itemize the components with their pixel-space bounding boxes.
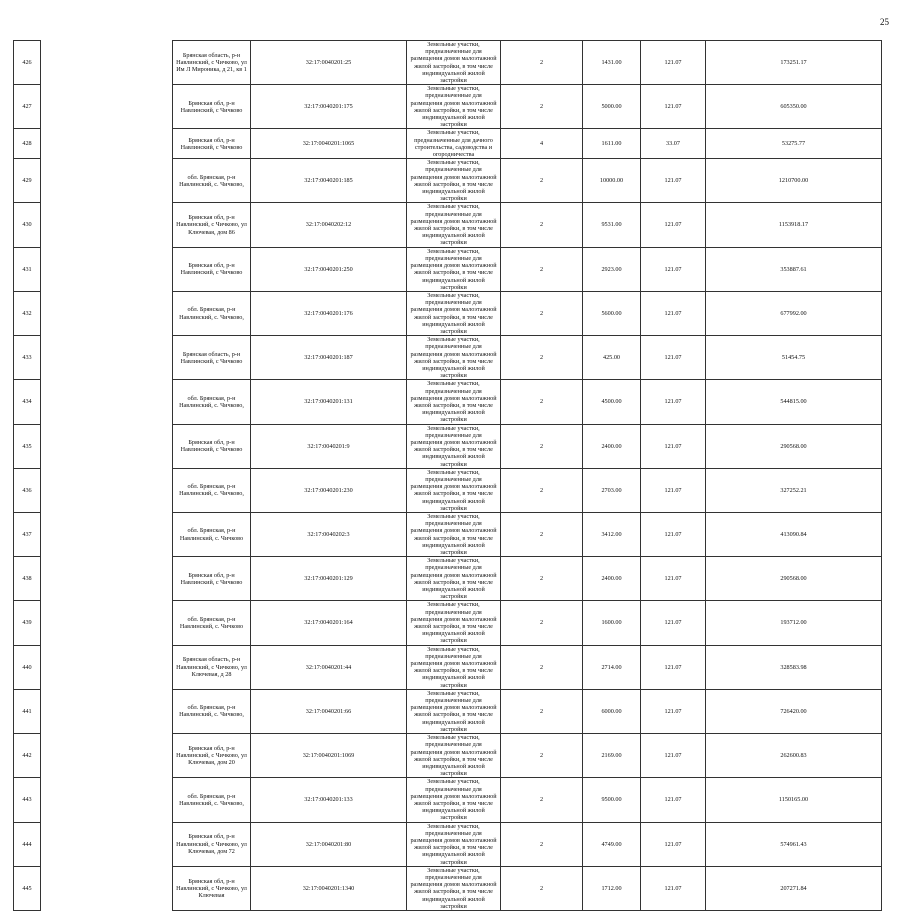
address-cell: Брянская обл, р-н Навлинский, с Чичково <box>173 247 251 291</box>
group-cell: 2 <box>501 601 583 645</box>
row-number: 436 <box>14 468 41 512</box>
cadastral-number-cell: 32:17:0040201:25 <box>251 41 407 85</box>
spacer-cell <box>41 41 173 85</box>
group-cell: 2 <box>501 159 583 203</box>
cadastral-number-cell: 32:17:0040201:129 <box>251 557 407 601</box>
land-purpose-cell: Земельные участки, предназначенные для размещения домов малоэтажной жилой застройки, в том числе индивидуальной жилой застройки <box>407 85 501 129</box>
rate-cell: 121.07 <box>641 291 706 335</box>
row-number: 435 <box>14 424 41 468</box>
area-cell: 2923.00 <box>583 247 641 291</box>
cadastral-number-cell: 32:17:0040201:164 <box>251 601 407 645</box>
row-number: 430 <box>14 203 41 247</box>
cadastral-value-cell: 677992.00 <box>706 291 882 335</box>
rate-cell: 121.07 <box>641 424 706 468</box>
spacer-cell <box>41 689 173 733</box>
address-cell: обл. Брянская, р-н Навлинский, с. Чичково <box>173 601 251 645</box>
spacer-cell <box>41 85 173 129</box>
row-number: 433 <box>14 336 41 380</box>
group-cell: 2 <box>501 291 583 335</box>
rate-cell: 121.07 <box>641 336 706 380</box>
spacer-cell <box>41 866 173 910</box>
cadastral-value-cell: 353887.61 <box>706 247 882 291</box>
land-registry-table <box>13 40 882 911</box>
area-cell: 10000.00 <box>583 159 641 203</box>
table-row <box>14 468 882 512</box>
table-row <box>14 866 882 910</box>
cadastral-value-cell: 193712.00 <box>706 601 882 645</box>
cadastral-value-cell: 1210700.00 <box>706 159 882 203</box>
rate-cell: 121.07 <box>641 866 706 910</box>
row-number: 427 <box>14 85 41 129</box>
address-cell: обл. Брянская, р-н Навлинский, с. Чичково, <box>173 689 251 733</box>
table-body <box>14 41 882 911</box>
address-cell: Брянская область, р-н Навлинский, с Чичково, ул Им Л Мироника, д 21, кв 1 <box>173 41 251 85</box>
rate-cell: 121.07 <box>641 734 706 778</box>
rate-cell: 121.07 <box>641 159 706 203</box>
cadastral-number-cell: 32:17:0040202:3 <box>251 513 407 557</box>
cadastral-number-cell: 32:17:0040201:250 <box>251 247 407 291</box>
land-purpose-cell: Земельные участки, предназначенные для размещения домов малоэтажной жилой застройки, в том числе индивидуальной жилой застройки <box>407 424 501 468</box>
row-number: 445 <box>14 866 41 910</box>
row-number: 434 <box>14 380 41 424</box>
table-row <box>14 203 882 247</box>
cadastral-value-cell: 51454.75 <box>706 336 882 380</box>
address-cell: обл. Брянская, р-н Навлинский, с. Чичково, <box>173 468 251 512</box>
land-purpose-cell: Земельные участки, предназначенные для размещения домов малоэтажной жилой застройки, в том числе индивидуальной жилой застройки <box>407 689 501 733</box>
row-number: 431 <box>14 247 41 291</box>
rate-cell: 121.07 <box>641 41 706 85</box>
rate-cell: 121.07 <box>641 247 706 291</box>
rate-cell: 121.07 <box>641 468 706 512</box>
address-cell: Брянская область, р-н Навлинский, с Чичково, ул Ключевая, д 28 <box>173 645 251 689</box>
address-cell: Брянская обл, р-н Навлинский, с Чичково, ул Ключевая, дом 72 <box>173 822 251 866</box>
area-cell: 4749.00 <box>583 822 641 866</box>
cadastral-value-cell: 574961.43 <box>706 822 882 866</box>
spacer-cell <box>41 159 173 203</box>
spacer-cell <box>41 291 173 335</box>
spacer-cell <box>41 129 173 159</box>
area-cell: 2714.00 <box>583 645 641 689</box>
table-row <box>14 424 882 468</box>
cadastral-number-cell: 32:17:0040202:12 <box>251 203 407 247</box>
spacer-cell <box>41 336 173 380</box>
row-number: 432 <box>14 291 41 335</box>
cadastral-value-cell: 726420.00 <box>706 689 882 733</box>
group-cell: 2 <box>501 689 583 733</box>
rate-cell: 121.07 <box>641 689 706 733</box>
area-cell: 5000.00 <box>583 85 641 129</box>
cadastral-value-cell: 327252.21 <box>706 468 882 512</box>
cadastral-value-cell: 290568.00 <box>706 557 882 601</box>
area-cell: 1611.00 <box>583 129 641 159</box>
address-cell: Брянская область, р-н Навлинский, с Чичково <box>173 336 251 380</box>
cadastral-number-cell: 32:17:0040201:80 <box>251 822 407 866</box>
address-cell: обл. Брянская, р-н Навлинский, с. Чичково, <box>173 291 251 335</box>
area-cell: 5600.00 <box>583 291 641 335</box>
area-cell: 2169.00 <box>583 734 641 778</box>
area-cell: 9500.00 <box>583 778 641 822</box>
row-number: 444 <box>14 822 41 866</box>
rate-cell: 121.07 <box>641 557 706 601</box>
group-cell: 2 <box>501 734 583 778</box>
cadastral-value-cell: 53275.77 <box>706 129 882 159</box>
group-cell: 2 <box>501 247 583 291</box>
land-purpose-cell: Земельные участки, предназначенные для размещения домов малоэтажной жилой застройки, в том числе индивидуальной жилой застройки <box>407 734 501 778</box>
address-cell: Брянская обл, р-н Навлинский, с Чичково <box>173 85 251 129</box>
row-number: 429 <box>14 159 41 203</box>
group-cell: 2 <box>501 336 583 380</box>
rate-cell: 121.07 <box>641 203 706 247</box>
rate-cell: 121.07 <box>641 601 706 645</box>
cadastral-value-cell: 1150165.00 <box>706 778 882 822</box>
table-row <box>14 41 882 85</box>
rate-cell: 121.07 <box>641 778 706 822</box>
cadastral-number-cell: 32:17:0040201:175 <box>251 85 407 129</box>
address-cell: обл. Брянская, р-н Навлинский, с. Чичково, <box>173 380 251 424</box>
cadastral-number-cell: 32:17:0040201:133 <box>251 778 407 822</box>
spacer-cell <box>41 734 173 778</box>
land-purpose-cell: Земельные участки, предназначенные для размещения домов малоэтажной жилой застройки, в том числе индивидуальной жилой застройки <box>407 203 501 247</box>
address-cell: Брянская обл, р-н Навлинский, с Чичково, ул Ключевая, дом 86 <box>173 203 251 247</box>
area-cell: 1712.00 <box>583 866 641 910</box>
table-row <box>14 601 882 645</box>
cadastral-value-cell: 1153918.17 <box>706 203 882 247</box>
group-cell: 2 <box>501 203 583 247</box>
table-row <box>14 689 882 733</box>
table-row <box>14 291 882 335</box>
row-number: 441 <box>14 689 41 733</box>
cadastral-value-cell: 328583.98 <box>706 645 882 689</box>
address-cell: обл. Брянская, р-н Навлинский, с. Чичково, <box>173 159 251 203</box>
group-cell: 2 <box>501 645 583 689</box>
group-cell: 4 <box>501 129 583 159</box>
cadastral-number-cell: 32:17:0040201:230 <box>251 468 407 512</box>
row-number: 439 <box>14 601 41 645</box>
row-number: 442 <box>14 734 41 778</box>
group-cell: 2 <box>501 822 583 866</box>
land-purpose-cell: Земельные участки, предназначенные для размещения домов малоэтажной жилой застройки, в том числе индивидуальной жилой застройки <box>407 778 501 822</box>
area-cell: 1600.00 <box>583 601 641 645</box>
rate-cell: 121.07 <box>641 85 706 129</box>
address-cell: Брянская обл, р-н Навлинский, с Чичково <box>173 129 251 159</box>
cadastral-number-cell: 32:17:0040201:1340 <box>251 866 407 910</box>
land-purpose-cell: Земельные участки, предназначенные для размещения домов малоэтажной жилой застройки, в том числе индивидуальной жилой застройки <box>407 380 501 424</box>
table-row <box>14 778 882 822</box>
group-cell: 2 <box>501 866 583 910</box>
land-purpose-cell: Земельные участки, предназначенные для размещения домов малоэтажной жилой застройки, в том числе индивидуальной жилой застройки <box>407 557 501 601</box>
address-cell: обл. Брянская, р-н Навлинский, с. Чичково, <box>173 778 251 822</box>
rate-cell: 121.07 <box>641 513 706 557</box>
group-cell: 2 <box>501 468 583 512</box>
spacer-cell <box>41 468 173 512</box>
table-row <box>14 734 882 778</box>
rate-cell: 121.07 <box>641 380 706 424</box>
land-purpose-cell: Земельные участки, предназначенные для дачного строительства, садоводства и огородничества <box>407 129 501 159</box>
group-cell: 2 <box>501 41 583 85</box>
area-cell: 3412.00 <box>583 513 641 557</box>
group-cell: 2 <box>501 557 583 601</box>
group-cell: 2 <box>501 513 583 557</box>
area-cell: 4500.00 <box>583 380 641 424</box>
land-purpose-cell: Земельные участки, предназначенные для размещения домов малоэтажной жилой застройки, в том числе индивидуальной жилой застройки <box>407 822 501 866</box>
table-row <box>14 822 882 866</box>
group-cell: 2 <box>501 778 583 822</box>
land-purpose-cell: Земельные участки, предназначенные для размещения домов малоэтажной жилой застройки, в том числе индивидуальной жилой застройки <box>407 247 501 291</box>
cadastral-value-cell: 262600.83 <box>706 734 882 778</box>
row-number: 438 <box>14 557 41 601</box>
cadastral-number-cell: 32:17:0040201:176 <box>251 291 407 335</box>
address-cell: Брянская обл, р-н Навлинский, с Чичково, ул Ключевая <box>173 866 251 910</box>
spacer-cell <box>41 778 173 822</box>
cadastral-value-cell: 413090.84 <box>706 513 882 557</box>
spacer-cell <box>41 645 173 689</box>
row-number: 426 <box>14 41 41 85</box>
area-cell: 2703.00 <box>583 468 641 512</box>
table-row <box>14 380 882 424</box>
group-cell: 2 <box>501 424 583 468</box>
row-number: 443 <box>14 778 41 822</box>
spacer-cell <box>41 203 173 247</box>
table-row <box>14 557 882 601</box>
cadastral-value-cell: 173251.17 <box>706 41 882 85</box>
address-cell: обл. Брянская, р-н Навлинский, с. Чичково <box>173 513 251 557</box>
address-cell: Брянская обл, р-н Навлинский, с Чичково, ул Ключевая, дом 20 <box>173 734 251 778</box>
cadastral-value-cell: 544815.00 <box>706 380 882 424</box>
spacer-cell <box>41 380 173 424</box>
cadastral-number-cell: 32:17:0040201:131 <box>251 380 407 424</box>
land-purpose-cell: Земельные участки, предназначенные для размещения домов малоэтажной жилой застройки, в том числе индивидуальной жилой застройки <box>407 336 501 380</box>
table-row <box>14 247 882 291</box>
table-row <box>14 513 882 557</box>
table-row <box>14 159 882 203</box>
row-number: 428 <box>14 129 41 159</box>
cadastral-number-cell: 32:17:0040201:44 <box>251 645 407 689</box>
cadastral-number-cell: 32:17:0040201:9 <box>251 424 407 468</box>
land-purpose-cell: Земельные участки, предназначенные для размещения домов малоэтажной жилой застройки, в том числе индивидуальной жилой застройки <box>407 468 501 512</box>
land-purpose-cell: Земельные участки, предназначенные для размещения домов малоэтажной жилой застройки, в том числе индивидуальной жилой застройки <box>407 866 501 910</box>
spacer-cell <box>41 424 173 468</box>
spacer-cell <box>41 822 173 866</box>
cadastral-number-cell: 32:17:0040201:1069 <box>251 734 407 778</box>
spacer-cell <box>41 247 173 291</box>
address-cell: Брянская обл, р-н Навлинский, с Чичково <box>173 424 251 468</box>
spacer-cell <box>41 513 173 557</box>
cadastral-number-cell: 32:17:0040201:66 <box>251 689 407 733</box>
cadastral-value-cell: 290568.00 <box>706 424 882 468</box>
area-cell: 425.00 <box>583 336 641 380</box>
row-number: 440 <box>14 645 41 689</box>
land-purpose-cell: Земельные участки, предназначенные для размещения домов малоэтажной жилой застройки, в том числе индивидуальной жилой застройки <box>407 159 501 203</box>
cadastral-value-cell: 207271.84 <box>706 866 882 910</box>
land-purpose-cell: Земельные участки, предназначенные для размещения домов малоэтажной жилой застройки, в том числе индивидуальной жилой застройки <box>407 291 501 335</box>
area-cell: 6000.00 <box>583 689 641 733</box>
row-number: 437 <box>14 513 41 557</box>
area-cell: 9531.00 <box>583 203 641 247</box>
group-cell: 2 <box>501 380 583 424</box>
table-row <box>14 336 882 380</box>
area-cell: 2400.00 <box>583 557 641 601</box>
table-row <box>14 85 882 129</box>
cadastral-number-cell: 32:17:0040201:1065 <box>251 129 407 159</box>
table-row <box>14 645 882 689</box>
cadastral-value-cell: 605350.00 <box>706 85 882 129</box>
land-purpose-cell: Земельные участки, предназначенные для размещения домов малоэтажной жилой застройки, в том числе индивидуальной жилой застройки <box>407 41 501 85</box>
spacer-cell <box>41 557 173 601</box>
table-row <box>14 129 882 159</box>
address-cell: Брянская обл, р-н Навлинский, с Чичково <box>173 557 251 601</box>
land-purpose-cell: Земельные участки, предназначенные для размещения домов малоэтажной жилой застройки, в том числе индивидуальной жилой застройки <box>407 645 501 689</box>
cadastral-number-cell: 32:17:0040201:185 <box>251 159 407 203</box>
land-purpose-cell: Земельные участки, предназначенные для размещения домов малоэтажной жилой застройки, в том числе индивидуальной жилой застройки <box>407 513 501 557</box>
land-purpose-cell: Земельные участки, предназначенные для размещения домов малоэтажной жилой застройки, в том числе индивидуальной жилой застройки <box>407 601 501 645</box>
rate-cell: 121.07 <box>641 822 706 866</box>
rate-cell: 121.07 <box>641 645 706 689</box>
page-number: 25 <box>880 17 889 27</box>
rate-cell: 33.07 <box>641 129 706 159</box>
group-cell: 2 <box>501 85 583 129</box>
spacer-cell <box>41 601 173 645</box>
cadastral-number-cell: 32:17:0040201:187 <box>251 336 407 380</box>
area-cell: 2400.00 <box>583 424 641 468</box>
area-cell: 1431.00 <box>583 41 641 85</box>
